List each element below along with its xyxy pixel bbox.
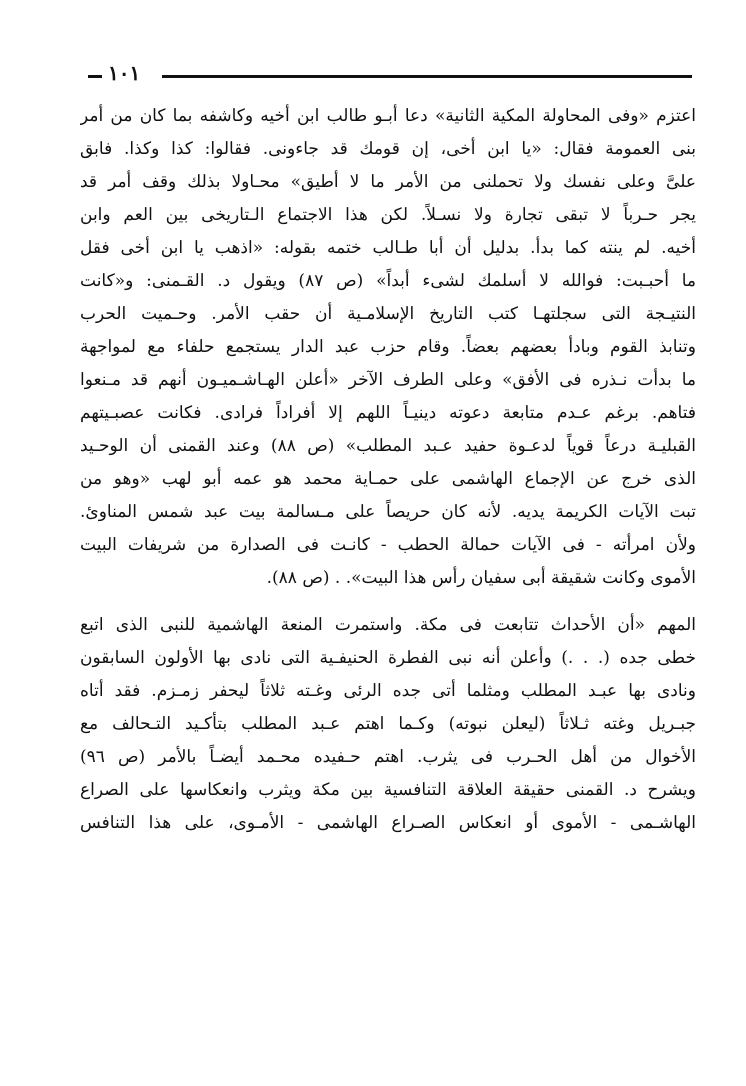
text-line: فتاهم. برغم عـدم متابعة دعوته دينيـاً اللهم إلا أفراداً فرادى. فكانت عصبـيتهم (80, 403, 696, 423)
text-line: القبليـة درعاً قوياً لدعـوة حفيد عـبد المطلب» (ص ٨٨) وعند القمنى أن الوحـيد (80, 436, 696, 456)
paragraph-2 (80, 609, 696, 840)
text-line: يجر حـرباً لا تبقى تجارة ولا نسـلاً. لكن هذا الاجتماع الـتاريخى بين العم وابن (80, 205, 696, 225)
text-line: المهم «أن الأحداث تتابعت فى مكة. واستمرت المنعة الهاشمية للنبى الذى اتبع (80, 615, 696, 635)
text-line: خطى جده (. . .) وأعلن أنه نبى الفطرة الحنيفـية التى نادى بها الأولون السابقون (80, 648, 696, 668)
page-number: ١٠١ (108, 61, 141, 85)
text-line: ونادى بها عبـد المطلب ومثلما أتى جده الرئى وغـته ثلاثاً ليحفر زمـزم. فقد أتاه (80, 681, 696, 701)
text-line: علىَّ وعلى نفسك ولا تحملنى من الأمر ما لا أطيق» محـاولا بذلك وقف أمر قد (80, 172, 696, 192)
header-dash (88, 75, 102, 78)
text-line: ولأن امرأته - فى الآيات حمالة الحطب - كانـت فى الصدارة من شريفات البيت (80, 535, 696, 555)
text-line: بنى العمومة فقال: «يا ابن أخى، إن قومك قد جاءونى. فقالوا: كذا وكذا. فابق (80, 139, 696, 159)
page-header (88, 60, 692, 90)
text-line: ما أحبـبت: فوالله لا أسلمك لشىء أبداً» (ص ٨٧) ويقول د. القـمنى: و«كانت (80, 271, 696, 291)
text-line: اعتزم «وفى المحاولة المكية الثانية» دعا أبـو طالب ابن أخيه وكاشفه بما كان من أمر (80, 106, 696, 126)
text-line: الهاشـمى - الأموى أو انعكاس الصـراع الهاشمى - الأمـوى، على هذا التنافس (80, 813, 696, 833)
header-rule (162, 75, 692, 78)
text-line: وتنابذ القوم وبادأ بعضهم بعضاً. وقام حزب عبد الدار يستجمع حلفاء مع لمواجهة (80, 337, 696, 357)
text-line: الأخوال من أهل الحـرب فى يثرب. اهتم حـفيده محـمد أيضـاً بالأمر (ص ٩٦) (80, 747, 696, 767)
body-text (80, 100, 696, 840)
text-line: جبـريل وغته ثـلاثاً (ليعلن نبوته) وكـما اهتم عـبد المطلب بتأكـيد التـحالف مع (80, 714, 696, 734)
text-line: النتيـجة التى سجلتهـا كتب التاريخ الإسلامـية أن حقب الأمر. وحـميت الحرب (80, 304, 696, 324)
text-line: ويشرح د. القمنى حقيقة العلاقة التنافسية بين مكة ويثرب وانعكاسها على الصراع (80, 780, 696, 800)
text-line: الذى خرج عن الإجماع الهاشمى على حمـاية محمد هو عمه أبو لهب «وهو من (80, 469, 696, 489)
text-line: ما بدأت نـذره فى الأفق» وعلى الطرف الآخر «أعلن الهـاشـميـون أنهم قد مـنعوا (80, 370, 696, 390)
text-line: الأموى وكانت شقيقة أبى سفيان رأس هذا البيت». . (ص ٨٨). (266, 568, 696, 588)
text-line: أخيه. لم ينته كما بدأ. بدليل أن أبا طـالب ختمه بقوله: «اذهب يا ابن أخى فقل (80, 238, 696, 258)
text-line: تبت الآيات الكريمة يديه. لأنه كان حريصاً على مـسالمة بيت عبد شمس المناوئ. (80, 502, 696, 522)
paragraph-1 (80, 100, 696, 595)
